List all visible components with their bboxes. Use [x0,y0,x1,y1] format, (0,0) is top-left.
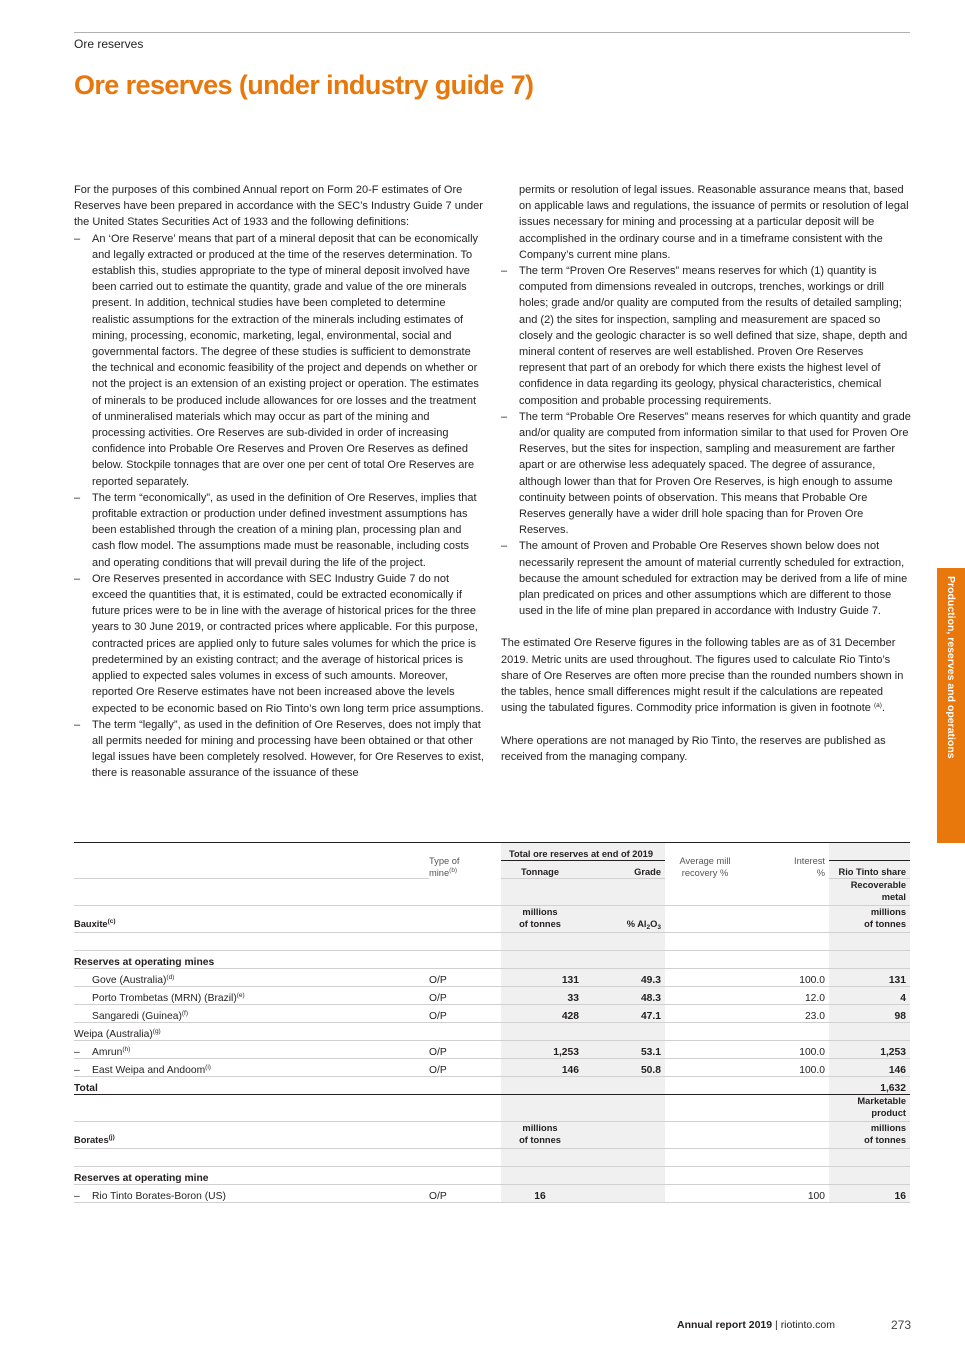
share: 131 [829,969,910,987]
list-item: – The term “economically”, as used in the definition of Ore Reserves, implies that profitable extraction or production under defined investment assumptions has been established through the creation of a mining plan, processing plan and cash flow model. The assumptions made must be reasonable, including costs and operating conditions that will prevail during the life of the project. [74,490,484,571]
list-item: – The term “Probable Ore Reserves” means reserves for which quantity and grade and/or quality are computed from information similar to that used for Proven Ore Reserves, but the sites for inspection, sampling and measurement are farther apart or are otherwise less adequately spaced. The degree of assurance, although lower than that for Proven Ore Reserves, is high enough to assume continuity between points of observation. This means that Probable Ore Reserves generally have a wider drill hole spacing than for Proven Ore Reserves. [501,409,911,539]
footnote-ref[interactable]: (a) [874,702,882,710]
share-type-label: Recoverable metal [829,879,910,906]
page-title: Ore reserves (under industry guide 7) [74,70,534,100]
tonnage: 1,253 [501,1041,583,1059]
section-label: Reserves at operating mine [74,1167,429,1185]
list-item: – The amount of Proven and Probable Ore Reserves shown below does not necessarily represent the amount of material currently scheduled for extraction, because the amount scheduled for extraction may be derived from a life of mine plan predicated on prices and other assumptions which are different to those used in the life of mine plan prepared in accordance with Industry Guide 7. [501,538,911,619]
footer-separator: | [772,1319,781,1331]
report-name: Annual report 2019 [677,1319,773,1331]
list-item: – The term “legally”, as used in the definition of Ore Reserves, does not imply that all permits needed for mining and processing have been obtained or that other legal issues have been completely resolved. However, for Ore Reserves to exist, there is reasonable assurance of the issuance of these [74,717,484,782]
tonnage [501,1023,583,1041]
section-side-tab[interactable]: Production, reserves and operations [937,568,965,843]
mine-type: O/P [429,969,501,987]
recovery [665,1041,749,1059]
table-row [74,1041,910,1059]
interest: 100.0 [749,1059,829,1077]
total-share: 1,632 [829,1077,910,1095]
table-row [74,1149,910,1167]
mine-name: – East Weipa and Andoom$^{(i)}$ [74,1059,429,1077]
table-row [74,1005,910,1023]
grade: 53.1 [583,1041,665,1059]
mine-name: – Amrun$^{(h)}$ [74,1041,429,1059]
recovery [665,1023,749,1041]
share [829,1023,910,1041]
tonnage-unit: millions of tonnes [501,906,583,933]
footer [677,1319,835,1331]
interest: 100.0 [749,1041,829,1059]
commodity-name: Borates$^{(j)}$ [74,1122,429,1149]
table-header-row [74,843,910,861]
table-row [74,969,910,987]
grade-header: Grade [583,861,665,879]
share: 1,253 [829,1041,910,1059]
mine-name: – Rio Tinto Borates-Boron (US) [74,1185,429,1203]
grade: 48.3 [583,987,665,1005]
tonnage: 16 [501,1185,583,1203]
recovery [665,969,749,987]
estimates-paragraph [501,635,911,716]
table-row [74,1167,910,1185]
intro-paragraph: For the purposes of this combined Annual report on Form 20-F estimates of Ore Reserves have been prepared in accordance with the SEC’s Industry Guide 7 under the United States Securities Act of 1933 and the following definitions: [74,184,483,229]
definitions-list-continued [501,263,911,619]
tonnage: 131 [501,969,583,987]
mine-name: Sangaredi (Guinea)$^{(f)}$ [74,1005,429,1023]
share: 4 [829,987,910,1005]
total-reserves-group-header: Total ore reserves at end of 2019 [501,843,665,861]
grade: 49.3 [583,969,665,987]
definitions-list [74,231,484,782]
top-rule [74,32,910,33]
mine-name: Gove (Australia)$^{(d)}$ [74,969,429,987]
list-item: – The term “Proven Ore Reserves” means reserves for which (1) quantity is computed from dimensions revealed in outcrops, trenches, workings or drill holes; grade and/or quality are computed from the results of detailed sampling; and (2) the sites for inspection, sampling and measurement are spaced so closely and the geologic character is so well defined that size, shape, depth and mineral content of reserves are well established. Proven Ore Reserves represent that part of an orebody for which there exists the highest level of confidence in data regarding its geology, physical characteristics, chemical composition and probable processing requirements. [501,263,911,409]
estimates-end: . [881,702,886,715]
table-row [74,1095,910,1122]
right-text-column [501,182,911,781]
rio-tinto-share-header: Rio Tinto share [829,861,910,879]
mine-type [429,1023,501,1041]
grade [583,1185,665,1203]
table-row [74,1023,910,1041]
header-blank [74,861,429,879]
managed-operations-paragraph: Where operations are not managed by Rio Tinto, the reserves are published as received from the managing company. [501,734,886,763]
page-number: 273 [891,1318,912,1332]
section-label: Ore reserves [74,37,144,51]
share-header-top [829,843,910,861]
mill-recovery-header: Average mill recovery % [665,843,749,879]
grade-unit: % $Al_2O_3$ [583,906,665,933]
list-item: – Ore Reserves presented in accordance with SEC Industry Guide 7 do not exceed the quantities that, it is estimated, could be extracted economically if future prices were to be in line with the average of historical prices for the three years to 30 June 2019, or contracted prices where applicable. For this purpose, contracted prices are applied only to future sales volumes for which the price is predetermined by an existing contract; and the average of historical prices is applied to expected sales volumes in excess of such amounts. Moreover, reported Ore Reserve estimates have not been increased above the levels expected to be economic based on Rio Tinto’s own long term price assumptions. [74,571,484,717]
interest-header: Interest % [749,843,829,879]
tonnage-unit: millions of tonnes [501,1122,583,1149]
share-type-label: Marketable product [829,1095,910,1122]
interest: 23.0 [749,1005,829,1023]
table-row [74,906,910,933]
tonnage-header: Tonnage [501,861,583,879]
grade [583,1023,665,1041]
grade: 47.1 [583,1005,665,1023]
recovery [665,1005,749,1023]
recovery [665,987,749,1005]
mine-type: O/P [429,987,501,1005]
total-label: Total [74,1077,429,1095]
ore-reserves-table [74,842,910,1203]
left-text-column [74,182,484,782]
table-row [74,879,910,906]
interest: 100.0 [749,969,829,987]
tonnage: 428 [501,1005,583,1023]
tonnage: 146 [501,1059,583,1077]
header-blank [74,843,429,861]
share-unit: millions of tonnes [829,906,910,933]
tonnage: 33 [501,987,583,1005]
mine-type: O/P [429,1185,501,1203]
interest [749,1023,829,1041]
list-item: – An ‘Ore Reserve’ means that part of a mineral deposit that can be economically and legally extracted or produced at the time of the reserves determination. To establish this, studies appropriate to the type of mineral deposit involved have been carried out to estimate the quantity, grade and value of the ore minerals present. In addition, technical studies have been completed to determine realistic assumptions for the extraction of the minerals including estimates of mining, processing, economic, marketing, legal, environmental, social and governmental factors. The degree of these studies is sufficient to demonstrate the technical and economic feasibility of the project and depends on whether or not the project is an extension of an existing project or operation. The estimates of minerals to be produced include allowances for ore losses and the treatment of unmineralised materials which may occur as part of the mining and processing activities. Ore Reserves are sub-divided in order of increasing confidence into Probable Ore Reserves and Proven Ore Reserves as defined below. Stockpile tonnages that are over one per cent of total Ore Reserves are reported separately. [74,231,484,490]
mine-type: O/P [429,1005,501,1023]
mine-name: Weipa (Australia)$^{(g)}$ [74,1023,429,1041]
total-row [74,1077,910,1095]
share: 16 [829,1185,910,1203]
table-row [74,987,910,1005]
table-row [74,1122,910,1149]
table-row [74,951,910,969]
mine-type: O/P [429,1059,501,1077]
table-row [74,1185,910,1203]
mine-type: O/P [429,1041,501,1059]
site-link[interactable]: riotinto.com [780,1319,835,1331]
share: 146 [829,1059,910,1077]
recovery [665,1185,749,1203]
table-row [74,1059,910,1077]
type-of-mine-header: Type of mine$^{(b)}$ [429,843,501,879]
table-row [74,933,910,951]
share: 98 [829,1005,910,1023]
section-label: Reserves at operating mines [74,951,429,969]
recovery [665,1059,749,1077]
grade: 50.8 [583,1059,665,1077]
continuation-paragraph: permits or resolution of legal issues. Reasonable assurance means that, based on applicable laws and regulations, the issuance of permits or resolution of legal issues necessary for mining and processing at a particular deposit will be accomplished in the ordinary course and in a timeframe consistent with the Company’s current mine plans. [519,184,909,261]
commodity-name: Bauxite$^{(c)}$ [74,906,429,933]
interest: 100 [749,1185,829,1203]
interest: 12.0 [749,987,829,1005]
share-unit: millions of tonnes [829,1122,910,1149]
mine-name: Porto Trombetas (MRN) (Brazil)$^{(e)}$ [74,987,429,1005]
estimates-text: The estimated Ore Reserve figures in the following tables are as of 31 December 2019. Metric units are used throughout. The figures used to calculate Rio Tinto’s share of Ore Reserves are often more precise than the rounded numbers shown in the tables, hence small differences might result if the calculations are repeated using the tabulated figures. Commodity price information is given in footnote [501,637,904,715]
